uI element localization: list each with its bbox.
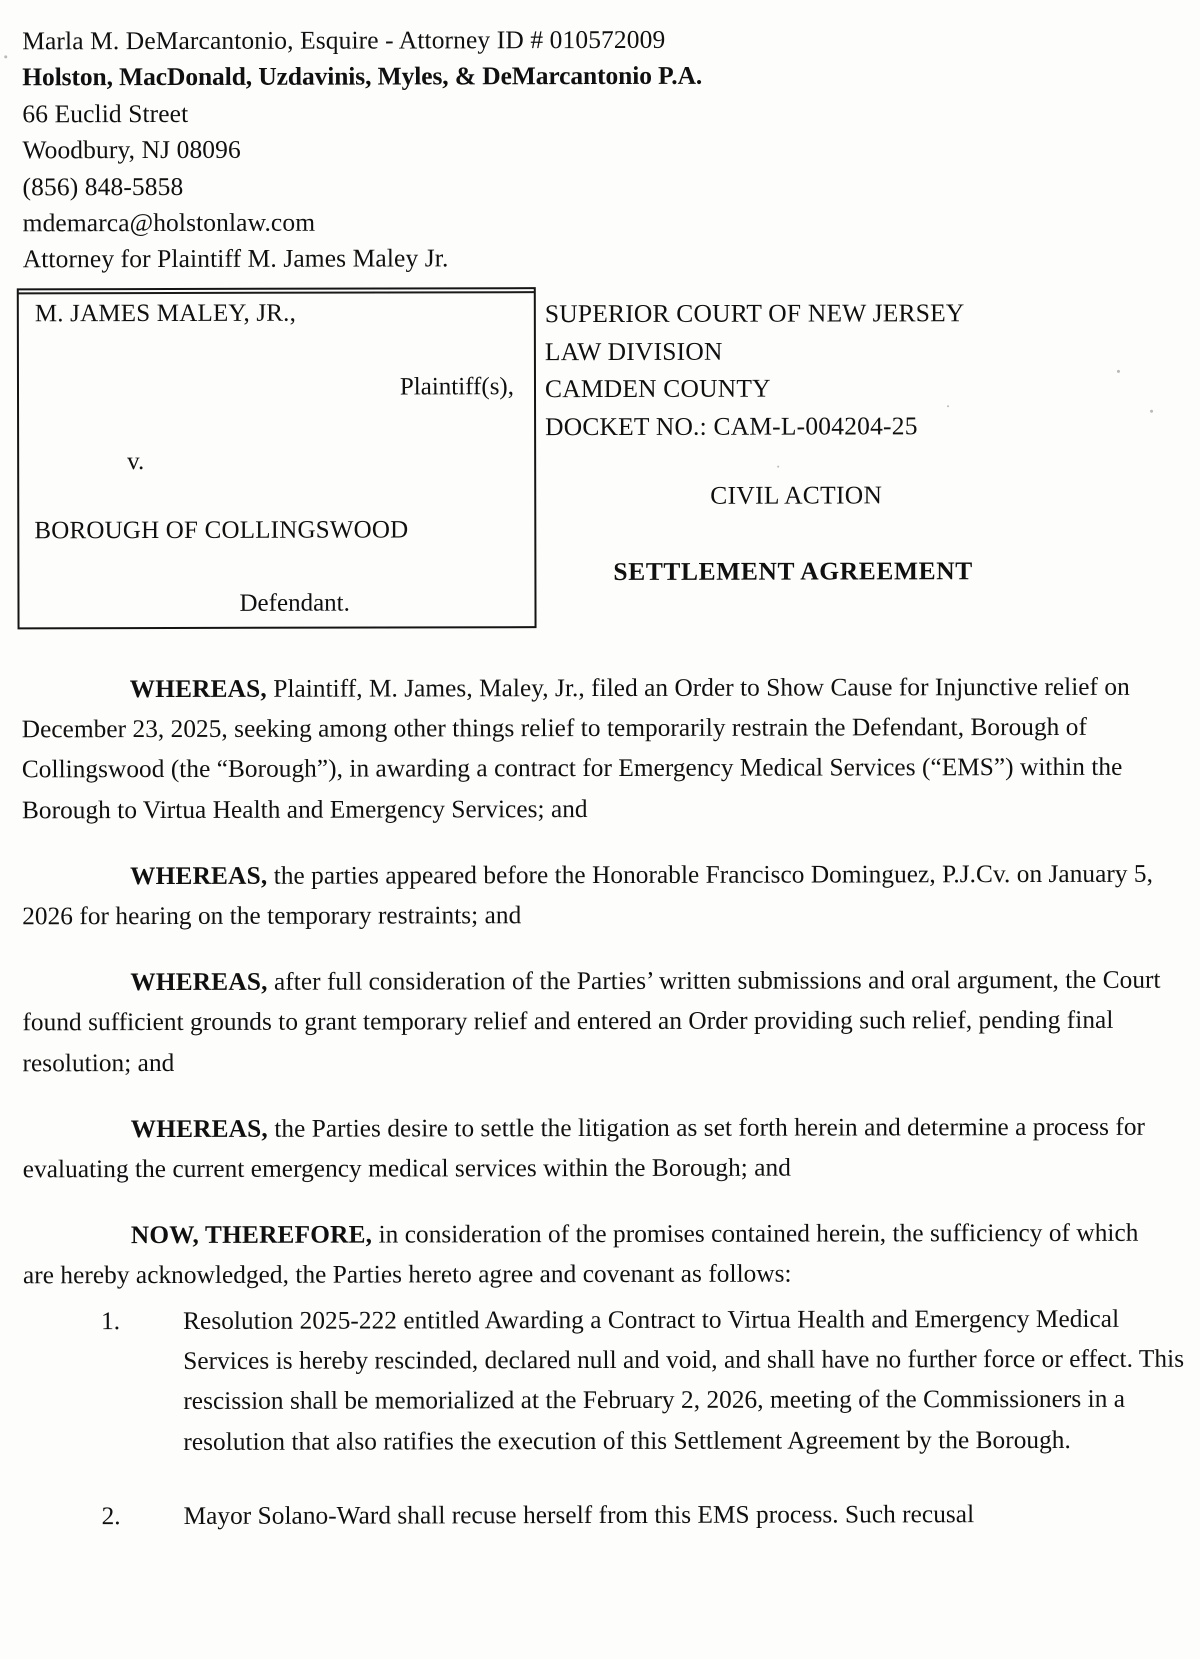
versus-label: v. <box>127 448 144 476</box>
attorney-header-block <box>22 21 923 278</box>
now-therefore-body: in consideration of the promises contained herein, the sufficiency of which are hereby acknowledged, the Parties hereto agree and covenant as follows: <box>23 1219 1138 1290</box>
document-title: SETTLEMENT AGREEMENT <box>613 556 972 587</box>
civil-action-label: CIVIL ACTION <box>710 480 882 510</box>
defendant-name: BOROUGH OF COLLINGSWOOD <box>34 516 408 545</box>
scan-speck <box>947 405 949 407</box>
item-number: 2. <box>102 1496 184 1536</box>
item-number: 1. <box>101 1301 183 1341</box>
docket-number: DOCKET NO.: CAM-L-004204-25 <box>545 406 1185 445</box>
scan-speck <box>777 466 779 468</box>
recital-lead-in: WHEREAS, <box>131 1115 268 1143</box>
phone-line: (856) 848-5858 <box>22 167 922 205</box>
court-name: SUPERIOR COURT OF NEW JERSEY <box>545 294 1185 333</box>
street-address-line: 66 Euclid Street <box>22 94 922 132</box>
recital-lead-in: WHEREAS, <box>130 968 267 996</box>
recital-body: Plaintiff, M. James, Maley, Jr., filed an Order to Show Cause for Injunctive relief on December 23, 2025, seeking among other things relief to temporarily restrain the Defendant, Borough of Collingswood (the “Borough”), in awarding a contract for Emergency Medical Services (“EMS”) within the Borough to Virtua Health and Emergency Services; and <box>22 673 1130 824</box>
numbered-items-list <box>101 1299 1192 1570</box>
recital-body: the Parties desire to settle the litigation as set forth herein and determine a process for evaluating the current emergency medical services within the Borough; and <box>23 1113 1145 1184</box>
court-division: LAW DIVISION <box>545 331 1185 370</box>
recital-lead-in: WHEREAS, <box>130 675 267 703</box>
attorney-for-line: Attorney for Plaintiff M. James Maley Jr. <box>23 240 923 278</box>
caption-parties-column <box>17 287 537 629</box>
now-therefore-paragraph <box>23 1213 1165 1296</box>
recital-paragraph <box>23 1107 1165 1190</box>
plaintiff-label: Plaintiff(s), <box>400 373 514 401</box>
recital-lead-in: WHEREAS, <box>130 862 267 890</box>
now-therefore-lead-in: NOW, THEREFORE, <box>131 1221 372 1250</box>
list-item <box>102 1493 1192 1536</box>
plaintiff-name: M. JAMES MALEY, JR., <box>35 300 296 329</box>
case-caption <box>17 286 1183 632</box>
recital-paragraph <box>22 854 1164 937</box>
attorney-name-line: Marla M. DeMarcantonio, Esquire - Attorney ID # 010572009 <box>22 21 922 59</box>
list-item <box>101 1299 1191 1462</box>
caption-court-column <box>545 294 1185 445</box>
recitals-section <box>22 667 1165 1322</box>
court-county: CAMDEN COUNTY <box>545 369 1185 408</box>
scan-speck <box>1117 370 1120 373</box>
item-text: Mayor Solano-Ward shall recuse herself from this EMS process. Such recusal <box>184 1493 1192 1535</box>
recital-body: the parties appeared before the Honorable Francisco Dominguez, P.J.Cv. on January 5, 2026 for hearing on the temporary restraints; and <box>22 860 1153 931</box>
item-text: Resolution 2025-222 entitled Awarding a Contract to Virtua Health and Emergency Medical Services is hereby rescinded, declared null and void, and shall have no further force or effect. This rescission shall be memorialized at the February 2, 2026, meeting of the Commissioners in a resolution that also ratifies the execution of this Settlement Agreement by the Borough. <box>183 1299 1191 1462</box>
recital-paragraph <box>22 960 1164 1083</box>
scan-speck <box>4 55 7 58</box>
city-state-zip-line: Woodbury, NJ 08096 <box>22 130 922 168</box>
scan-speck <box>1150 410 1153 413</box>
defendant-label: Defendant. <box>239 590 349 618</box>
email-line: mdemarca@holstonlaw.com <box>23 203 923 241</box>
law-firm-line: Holston, MacDonald, Uzdavinis, Myles, & DeMarcantonio P.A. <box>22 58 922 96</box>
recital-body: after full consideration of the Parties’ written submissions and oral argument, the Court found sufficient grounds to grant temporary relief and entered an Order providing such relief, pending final resolution; and <box>22 966 1160 1077</box>
recital-paragraph <box>22 667 1164 830</box>
